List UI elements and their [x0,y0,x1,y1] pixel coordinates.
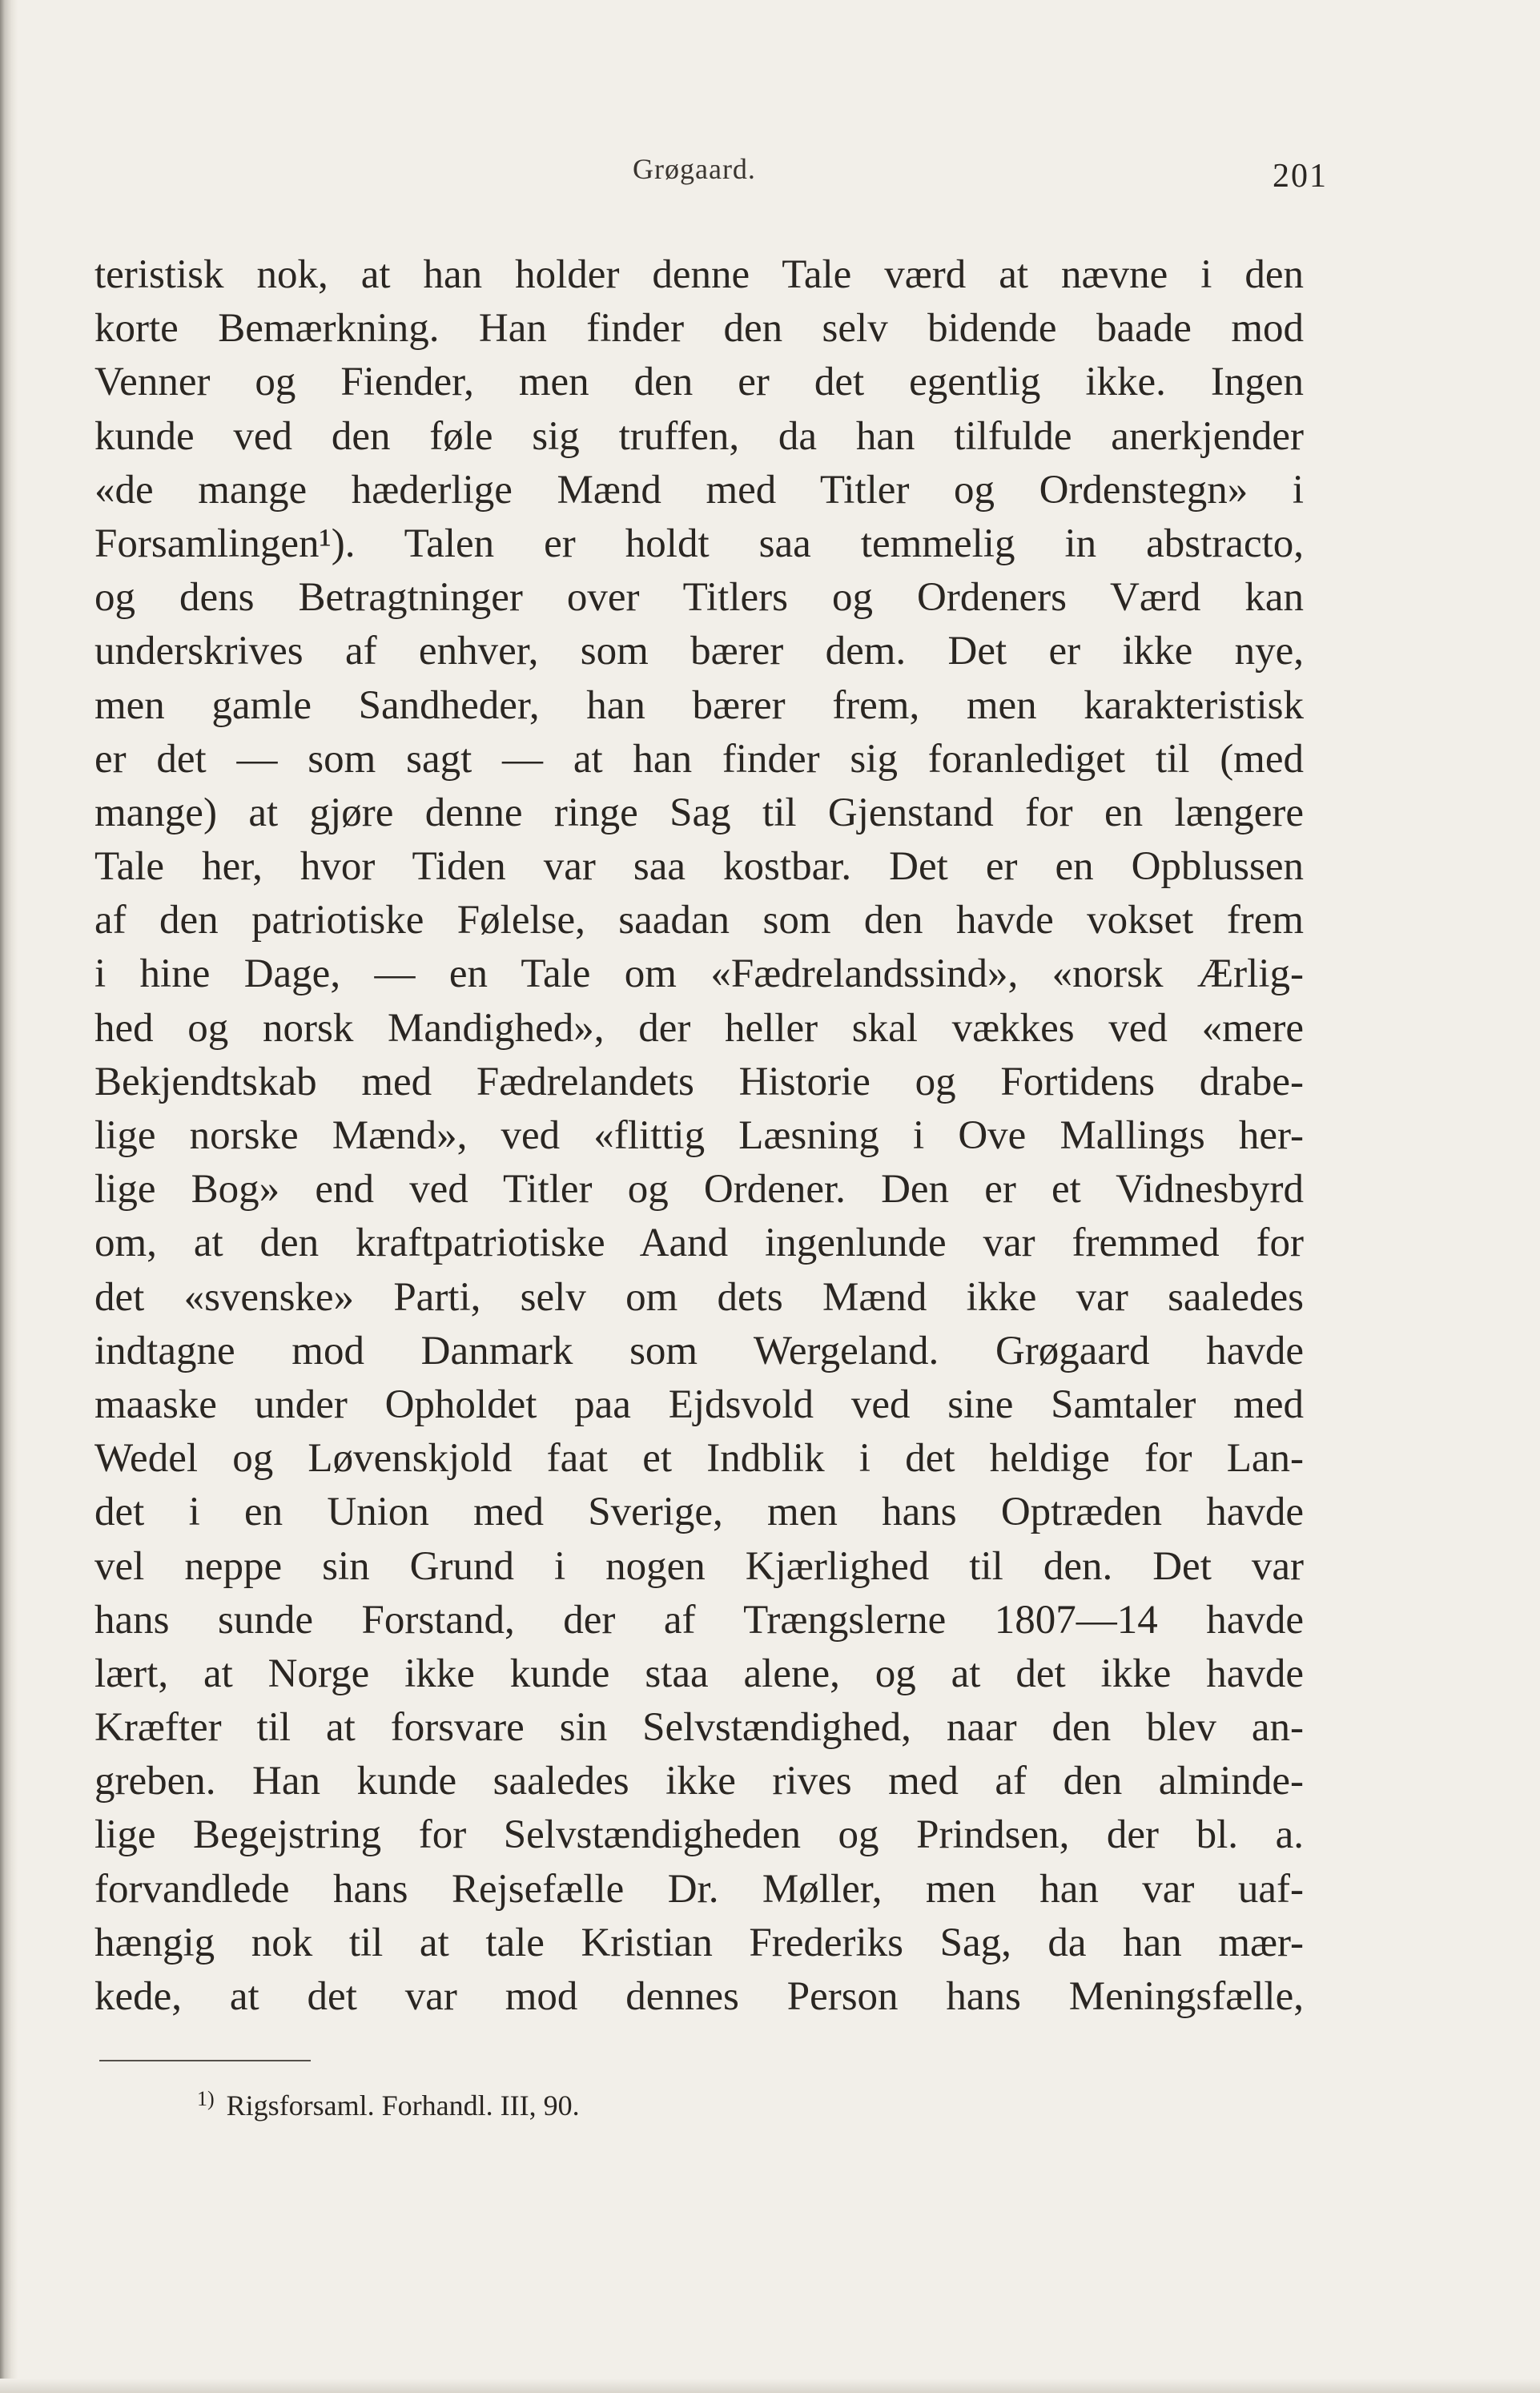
text-line: vel neppe sin Grund i nogen Kjærlighed til den. Det var [94,1543,1304,1589]
text-line: det i en Union med Sverige, men hans Optræden havde [94,1490,1304,1535]
text-line: maaske under Opholdet paa Ejdsvold ved sine Samtaler med [94,1382,1304,1427]
text-line: forvandlede hans Rejsefælle Dr. Møller, men han var uaf- [94,1866,1304,1912]
page-binding-edge [0,0,18,2393]
text-line: er det — som sagt — at han finder sig foranlediget til (med [94,736,1304,782]
footnote-rule [99,2060,311,2061]
page-number: 201 [1273,158,1328,195]
text-line: Bekjendtskab med Fædrelandets Historie og Fortidens drabe- [94,1059,1304,1104]
text-line: i hine Dage, — en Tale om «Fædrelandssind», «norsk Ærlig- [94,951,1304,997]
page-bottom-edge [0,2379,1540,2393]
text-line: teristisk nok, at han holder denne Tale værd at nævne i den [94,252,1304,297]
text-line: det «svenske» Parti, selv om dets Mænd ikke var saaledes [94,1274,1304,1320]
text-line: hed og norsk Mandighed», der heller skal vækkes ved «mere [94,1005,1304,1051]
footnote-text: Rigsforsaml. Forhandl. III, 90. [226,2089,580,2122]
text-line: kunde ved den føle sig truffen, da han tilfulde anerkjender [94,413,1304,459]
text-line: lige Begejstring for Selvstændigheden og Prindsen, der bl. a. [94,1812,1304,1858]
text-line: greben. Han kunde saaledes ikke rives med af den alminde- [94,1759,1304,1804]
text-line: Tale her, hvor Tiden var saa kostbar. Det er en Opblussen [94,844,1304,890]
text-line: kede, at det var mod dennes Person hans Meningsfælle, [94,1974,1304,2019]
text-line: men gamle Sandheder, han bærer frem, men karakteristisk [94,682,1304,728]
text-line: hængig nok til at tale Kristian Frederiks Sag, da han mær- [94,1920,1304,1965]
text-line: Forsamlingen¹). Talen er holdt saa temmelig in abstracto, [94,521,1304,566]
text-line: indtagne mod Danmark som Wergeland. Grøgaard havde [94,1328,1304,1373]
text-line: korte Bemærkning. Han finder den selv bidende baade mod [94,306,1304,352]
text-line: Kræfter til at forsvare sin Selvstændighed, naar den blev an- [94,1705,1304,1751]
text-line: Wedel og Løvenskjold faat et Indblik i det heldige for Lan- [94,1436,1304,1482]
footnote [197,2089,580,2122]
page-header [94,152,1328,197]
text-line: mange) at gjøre denne ringe Sag til Gjenstand for en længere [94,790,1304,835]
text-line: lært, at Norge ikke kunde staa alene, og at det ikke havde [94,1651,1304,1696]
text-line: og dens Betragtninger over Titlers og Ordeners Værd kan [94,575,1304,621]
text-line: Venner og Fiender, men den er det egentlig ikke. Ingen [94,360,1304,405]
text-line: af den patriotiske Følelse, saadan som den havde vokset frem [94,898,1304,943]
text-line: lige Bog» end ved Titler og Ordener. Den er et Vidnesbyrd [94,1167,1304,1213]
text-line: lige norske Mænd», ved «flittig Læsning i Ove Mallings her- [94,1113,1304,1158]
text-line: om, at den kraftpatriotiske Aand ingenlunde var fremmed for [94,1221,1304,1266]
running-head: Grøgaard. [633,153,756,185]
text-line: «de mange hæderlige Mænd med Titler og Ordenstegn» i [94,467,1304,513]
text-line: underskrives af enhver, som bærer dem. Det er ikke nye, [94,629,1304,674]
footnote-mark: 1) [197,2087,215,2110]
body-text [94,248,1304,2024]
text-line: hans sunde Forstand, der af Trængslerne 1807—14 havde [94,1597,1304,1643]
